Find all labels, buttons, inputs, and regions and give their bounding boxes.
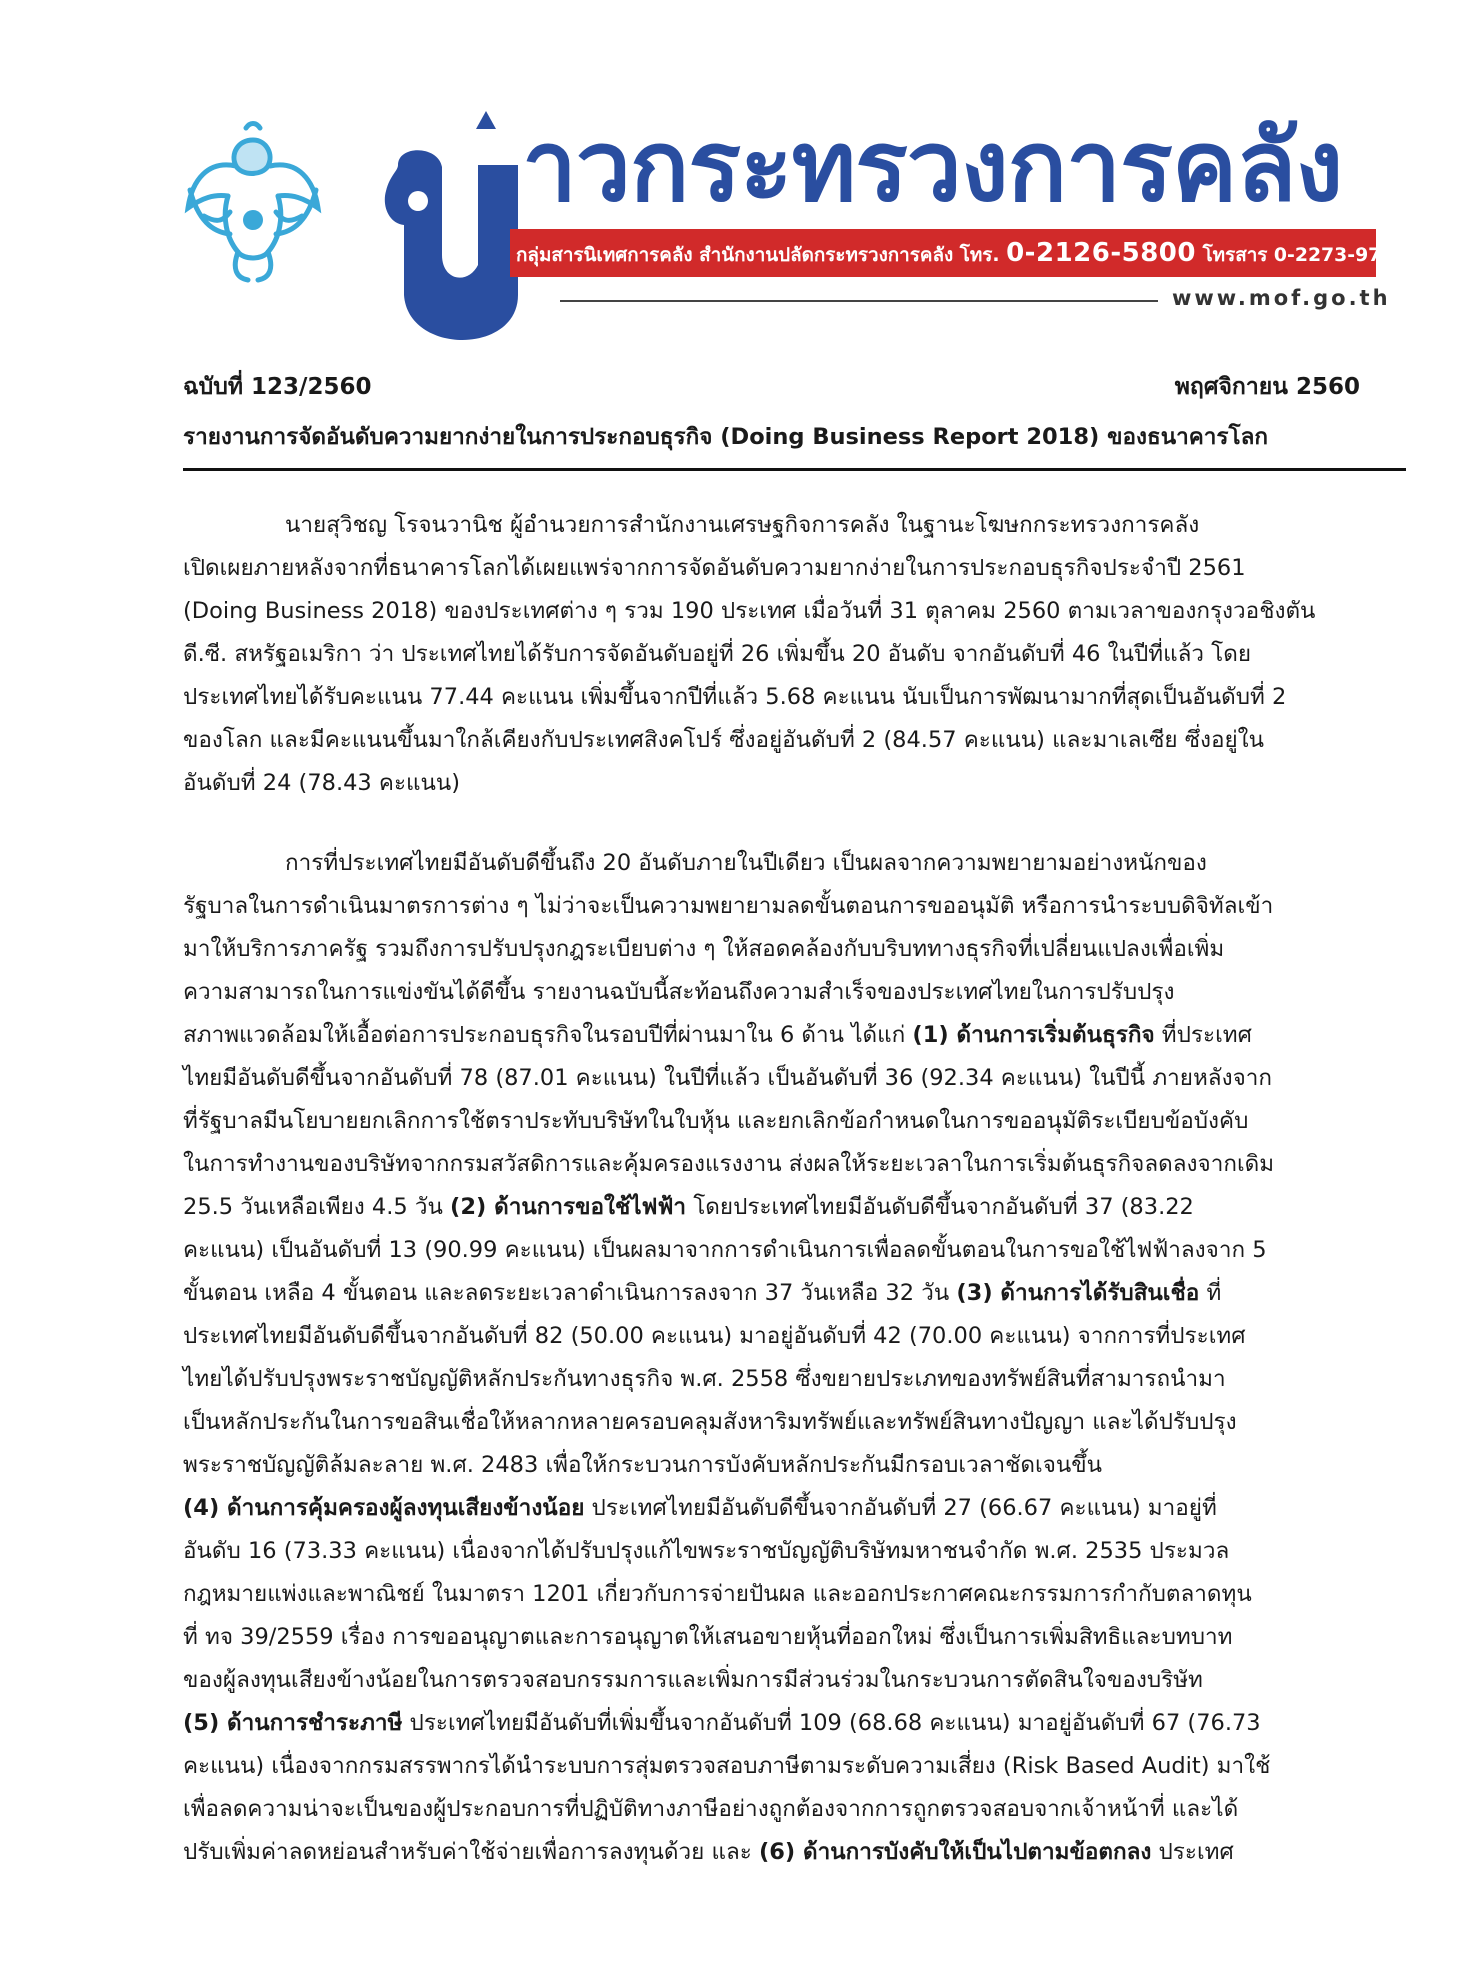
body-text: ปรับเพิ่มค่าลดหย่อนสำหรับค่าใช้จ่ายเพื่อการลงทุนด้วย และ: [183, 1839, 759, 1865]
body-line: นายสุวิชญ โรจนวานิช ผู้อำนวยการสำนักงานเศรษฐกิจการคลัง ในฐานะโฆษกกระทรวงการคลัง: [285, 512, 1200, 538]
body-text: ที่ประเทศ: [1154, 1022, 1252, 1048]
body-text: ที่: [1199, 1280, 1222, 1306]
body-line: [183, 1841, 1234, 1864]
body-text: ประเทศไทยมีอันดับที่เพิ่มขึ้นจากอันดับที่ 109 (68.68 คะแนน) มาอยู่อันดับที่ 67 (76.73: [402, 1710, 1261, 1736]
masthead-phone: 0-2126-5800: [1006, 238, 1196, 268]
body-line: ความสามารถในการแข่งขันได้ดีขึ้น รายงานฉบับนี้สะท้อนถึงความสำเร็จของประเทศไทยในการปรับปรุง: [183, 979, 1175, 1005]
body-line: ในการทำงานของบริษัทจากกรมสวัสดิการและคุ้มครองแรงงาน ส่งผลให้ระยะเวลาในการเริ่มต้นธุรกิจลดลงจากเดิม: [183, 1151, 1275, 1177]
body-line: คะแนน) เป็นอันดับที่ 13 (90.99 คะแนน) เป็นผลมาจากการดำเนินการเพื่อลดขั้นตอนในการขอใช้ไฟฟ้าลงจาก 5: [183, 1237, 1267, 1263]
masthead-divider: [560, 300, 1158, 302]
body-line: ไทยมีอันดับดีขึ้นจากอันดับที่ 78 (87.01 คะแนน) ในปีที่แล้ว เป็นอันดับที่ 36 (92.34 คะแนน) ในปีนี้ ภายหลังจาก: [183, 1065, 1273, 1091]
garuda-emblem-icon: [178, 120, 328, 288]
section-heading-2: (2) ด้านการขอใช้ไฟฟ้า: [450, 1194, 687, 1220]
body-line: ที่ ทจ 39/2559 เรื่อง การขออนุญาตและการอนุญาตให้เสนอขายหุ้นที่ออกใหม่ ซึ่งเป็นการเพิ่มสิทธิและบทบาท: [183, 1624, 1233, 1650]
body-line: ประเทศไทยมีอันดับดีขึ้นจากอันดับที่ 82 (50.00 คะแนน) มาอยู่อันดับที่ 42 (70.00 คะแนน) จากการที่ประเทศ: [183, 1323, 1246, 1349]
body-text: โดยประเทศไทยมีอันดับดีขึ้นจากอันดับที่ 37 (83.22: [686, 1194, 1194, 1220]
body-line: ของผู้ลงทุนเสียงข้างน้อยในการตรวจสอบกรรมการและเพิ่มการมีส่วนร่วมในกระบวนการตัดสินใจของบริษัท: [183, 1667, 1203, 1693]
masthead-website-link[interactable]: www.mof.go.th: [1172, 286, 1391, 310]
body-line: [183, 1282, 1221, 1305]
body-line: อันดับที่ 24 (78.43 คะแนน): [183, 770, 461, 796]
body-line: ไทยได้ปรับปรุงพระราชบัญญัติหลักประกันทางธุรกิจ พ.ศ. 2558 ซึ่งขยายประเภทของทรัพย์สินที่สามารถนำมา: [183, 1366, 1226, 1392]
masthead-org-text: กลุ่มสารนิเทศการคลัง สำนักงานปลัดกระทรวงการคลัง โทร.: [516, 245, 1000, 266]
body-line: คะแนน) เนื่องจากกรมสรรพากรได้นำระบบการสุ่มตรวจสอบภาษีตามระดับความเสี่ยง (Risk Based Audit) มาใช้: [183, 1753, 1271, 1779]
body-text: สภาพแวดล้อมให้เอื้อต่อการประกอบธุรกิจในรอบปีที่ผ่านมาใน 6 ด้าน ได้แก่: [183, 1022, 913, 1048]
body-line: [183, 1712, 1261, 1735]
body-text: 25.5 วันเหลือเพียง 4.5 วัน: [183, 1194, 451, 1220]
document-title: รายงานการจัดอันดับความยากง่ายในการประกอบธุรกิจ (Doing Business Report 2018) ของธนาคารโลก: [183, 424, 1268, 450]
section-heading-1: (1) ด้านการเริ่มต้นธุรกิจ: [912, 1022, 1155, 1048]
body-line: การที่ประเทศไทยมีอันดับดีขึ้นถึง 20 อันดับภายในปีเดียว เป็นผลจากความพยายามอย่างหนักของ: [285, 850, 1207, 876]
masthead-title-text: าวกระทรวงการคลัง: [522, 110, 1343, 224]
body-line: (Doing Business 2018) ของประเทศต่าง ๆ รวม 190 ประเทศ เมื่อวันที่ 31 ตุลาคม 2560 ตามเวลาของกรุงวอชิงตัน: [183, 598, 1316, 624]
section-heading-6: (6) ด้านการบังคับให้เป็นไปตามข้อตกลง: [758, 1839, 1152, 1865]
body-line: เปิดเผยภายหลังจากที่ธนาคารโลกได้เผยแพร่จากการจัดอันดับความยากง่ายในการประกอบธุรกิจประจำปี 2561: [183, 555, 1246, 581]
body-line: อันดับ 16 (73.33 คะแนน) เนื่องจากได้ปรับปรุงแก้ไขพระราชบัญญัติบริษัทมหาชนจำกัด พ.ศ. 2535 ประมวล: [183, 1538, 1230, 1564]
body-text: ขั้นตอน เหลือ 4 ขั้นตอน และลดระยะเวลาดำเนินการลงจาก 37 วันเหลือ 32 วัน: [183, 1280, 957, 1306]
body-line: ที่รัฐบาลมีนโยบายยกเลิกการใช้ตราประทับบริษัทในใบหุ้น และยกเลิกข้อกำหนดในการขออนุมัติระเบียบข้อบังคับ: [183, 1108, 1249, 1134]
body-text: ประเทศไทยมีอันดับดีขึ้นจากอันดับที่ 27 (66.67 คะแนน) มาอยู่ที่: [584, 1495, 1217, 1521]
body-line: รัฐบาลในการดำเนินมาตรการต่าง ๆ ไม่ว่าจะเป็นความพยายามลดขั้นตอนการขออนุมัติ หรือการนำระบบดิจิทัลเข้า: [183, 893, 1274, 919]
issue-date: พฤศจิกายน 2560: [1174, 374, 1360, 400]
body-line: ประเทศไทยได้รับคะแนน 77.44 คะแนน เพิ่มขึ้นจากปีที่แล้ว 5.68 คะแนน นับเป็นการพัฒนามากที่สุดเป็นอันดับที่ 2: [183, 684, 1287, 710]
body-line: ดี.ซี. สหรัฐอเมริกา ว่า ประเทศไทยได้รับการจัดอันดับอยู่ที่ 26 เพิ่มขึ้น 20 อันดับ จากอันดับที่ 46 ในปีที่แล้ว โดย: [183, 641, 1252, 667]
masthead-contact-bar: [510, 229, 1408, 277]
body-line: เพื่อลดความน่าจะเป็นของผู้ประกอบการที่ปฏิบัติทางภาษีอย่างถูกต้องจากการถูกตรวจสอบจากเจ้าหน้าที่ และได้: [183, 1796, 1239, 1822]
body-line: กฎหมายแพ่งและพาณิชย์ ในมาตรา 1201 เกี่ยวกับการจ่ายปันผล และออกประกาศคณะกรรมการกำกับตลาดทุน: [183, 1581, 1252, 1607]
section-heading-5: (5) ด้านการชำระภาษี: [183, 1710, 403, 1736]
body-line: [183, 1024, 1252, 1047]
title-divider: [183, 468, 1406, 471]
masthead-fax: โทรสาร 0-2273-9763: [1202, 245, 1408, 266]
body-line: ของโลก และมีคะแนนขึ้นมาใกล้เคียงกับประเทศสิงคโปร์ ซึ่งอยู่อันดับที่ 2 (84.57 คะแนน) และมาเลเซีย ซึ่งอยู่ใน: [183, 727, 1265, 753]
section-heading-4: (4) ด้านการคุ้มครองผู้ลงทุนเสียงข้างน้อย: [183, 1495, 585, 1521]
body-line: [183, 1497, 1217, 1520]
body-text: ประเทศ: [1151, 1839, 1234, 1865]
body-line: เป็นหลักประกันในการขอสินเชื่อให้หลากหลายครอบคลุมสังหาริมทรัพย์และทรัพย์สินทางปัญญา และได้ปรับปรุง: [183, 1409, 1237, 1435]
section-heading-3: (3) ด้านการได้รับสินเชื่อ: [956, 1280, 1200, 1306]
body-line: มาให้บริการภาครัฐ รวมถึงการปรับปรุงกฎระเบียบต่าง ๆ ให้สอดคล้องกับบริบททางธุรกิจที่เปลี่ยนแปลงเพื่อเพิ่ม: [183, 936, 1225, 962]
issue-number: ฉบับที่ 123/2560: [183, 374, 372, 400]
body-line: พระราชบัญญัติล้มละลาย พ.ศ. 2483 เพื่อให้กระบวนการบังคับหลักประกันมีกรอบเวลาชัดเจนขึ้น: [183, 1452, 1103, 1478]
masthead-title: [522, 110, 1343, 224]
body-line: [183, 1196, 1194, 1219]
